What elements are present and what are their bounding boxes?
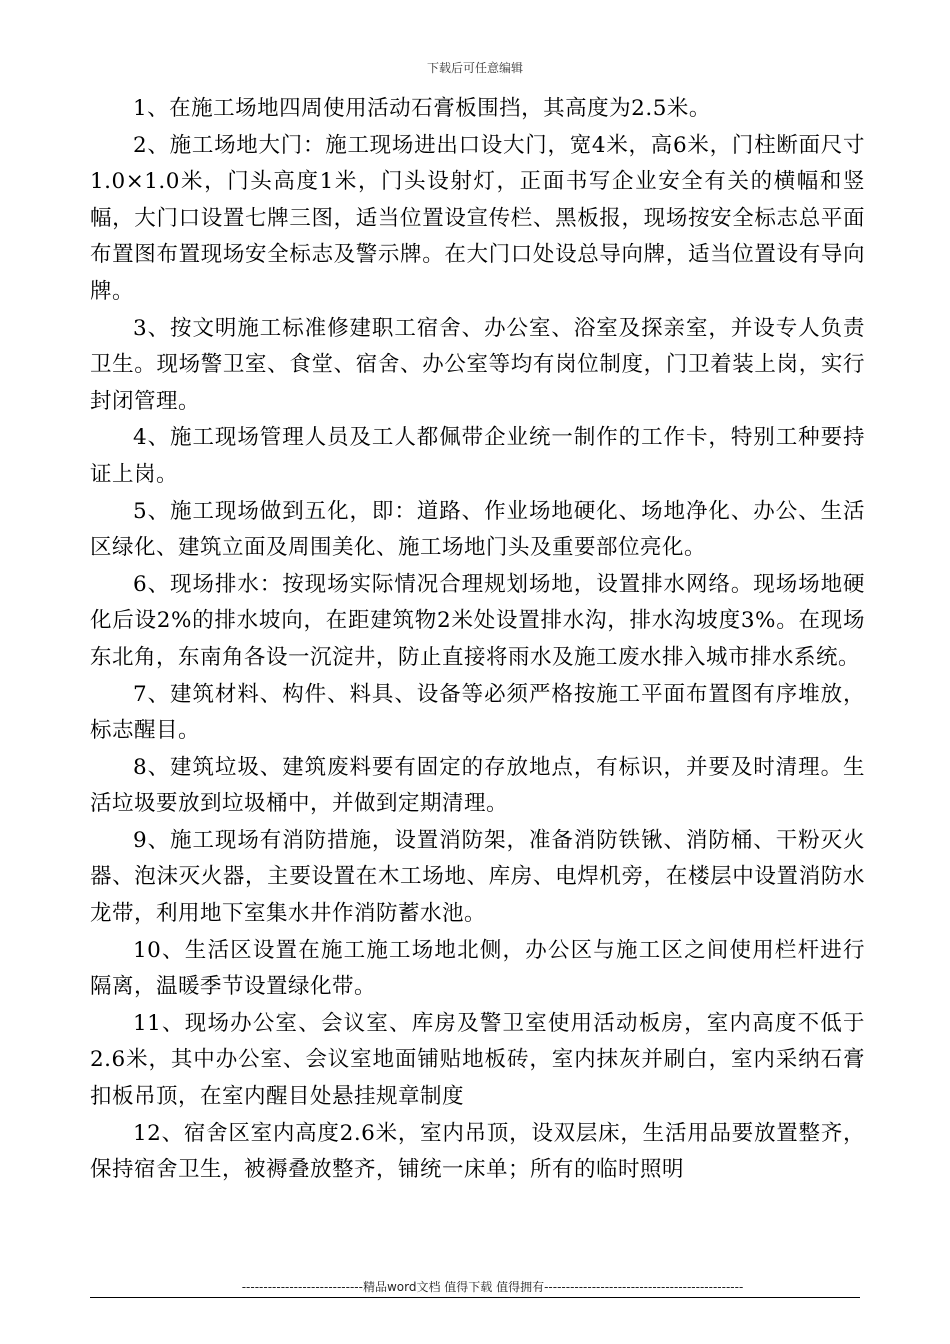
paragraph-5: 5、施工现场做到五化，即：道路、作业场地硬化、场地净化、办公、生活区绿化、建筑立面及周围美化、施工场地门头及重要部位亮化。 <box>90 498 865 561</box>
page-footer: ----------------------------精品word文档 值得下载 值得拥有---------------------------------------------- <box>241 1280 744 1294</box>
paragraph-6: 6、现场排水：按现场实际情况合理规划场地，设置排水网络。现场场地硬化后设2%的排水坡向，在距建筑物2米处设置排水沟，排水沟坡度3%。在现场东北角，东南角各设一沉淀井，防止直接将雨水及施工废水排入城市排水系统。 <box>90 571 865 670</box>
document-body <box>90 91 865 1189</box>
page-header: 下载后可任意编辑 <box>426 61 523 75</box>
paragraph-9: 9、施工现场有消防措施，设置消防架，准备消防铁锹、消防桶、干粉灭火器、泡沫灭火器，主要设置在木工场地、库房、电焊机旁，在楼层中设置消防水龙带，利用地下室集水井作消防蓄水池。 <box>90 827 865 927</box>
paragraph-1: 1、在施工场地四周使用活动石膏板围挡，其高度为2.5米。 <box>133 96 711 121</box>
paragraph-8: 8、建筑垃圾、建筑废料要有固定的存放地点，有标识，并要及时清理。生活垃圾要放到垃圾桶中，并做到定期清理。 <box>90 754 865 817</box>
paragraph-11: 11、现场办公室、会议室、库房及警卫室使用活动板房，室内高度不低于2.6米，其中办公室、会议室地面铺贴地板砖，室内抹灰并刷白，室内采纳石膏扣板吊顶，在室内醒目处悬挂规章制度 <box>90 1010 865 1110</box>
paragraph-3: 3、按文明施工标准修建职工宿舍、办公室、浴室及探亲室，并设专人负责卫生。现场警卫室、食堂、宿舍、办公室等均有岗位制度，门卫着装上岗，实行封闭管理。 <box>90 315 865 414</box>
paragraph-12: 12、宿舍区室内高度2.6米，室内吊顶，设双层床，生活用品要放置整齐，保持宿舍卫生，被褥叠放整齐，铺统一床单；所有的临时照明 <box>90 1120 865 1183</box>
paragraph-4: 4、施工现场管理人员及工人都佩带企业统一制作的工作卡，特别工种要持证上岗。 <box>90 425 865 487</box>
paragraph-2: 2、施工场地大门：施工现场进出口设大门，宽4米，高6米，门柱断面尺寸1.0×1.0米，门头高度1米，门头设射灯，正面书写企业安全有关的横幅和竖幅，大门口设置七牌三图，适当位置设宣传栏、黑板报，现场按安全标志总平面布置图布置现场安全标志及警示牌。在大门口处设总导向牌，适当位置设有导向牌。 <box>90 132 865 304</box>
footer-rule <box>90 1297 860 1298</box>
paragraph-7: 7、建筑材料、构件、料具、设备等必须严格按施工平面布置图有序堆放，标志醒目。 <box>90 681 865 744</box>
paragraph-10: 10、生活区设置在施工施工场地北侧，办公区与施工区之间使用栏杆进行隔离，温暖季节设置绿化带。 <box>90 937 865 1000</box>
